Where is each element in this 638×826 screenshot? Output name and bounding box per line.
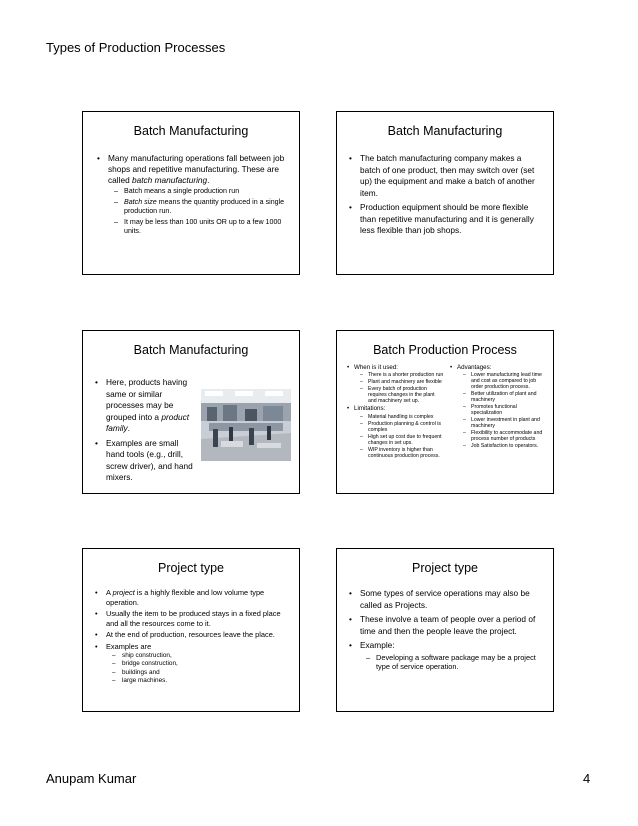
left-column xyxy=(347,364,444,460)
bullet: • Examples are – ship construction, – bridge construction, – buildings and – large machines. xyxy=(95,642,289,686)
slide-title: Batch Manufacturing xyxy=(133,124,249,138)
bullet: • Examples are small hand tools (e.g., drill, screw driver), and hand mixers. xyxy=(95,438,199,484)
bullet: • A project is a highly flexible and low volume type operation. xyxy=(95,588,289,607)
bullet: • Limitations: – Material handling is complex – Production planning & control is complex – High set up cost due to frequent changes in set ups. – WIP inventory is higher than continuous production process. xyxy=(347,405,444,458)
slide-title: Batch Production Process xyxy=(373,343,517,357)
sub-bullet: – buildings and xyxy=(112,669,289,677)
slide-batch-manufacturing-3 xyxy=(82,330,300,494)
slide-batch-manufacturing-1 xyxy=(82,111,300,275)
sub-bullet: – Lower investment in plant and machinery xyxy=(463,417,547,429)
bullet: • Here, products having same or similar processes may be grouped into a product family. xyxy=(95,377,199,435)
footer-author: Anupam Kumar xyxy=(46,771,137,786)
sub-bullet: – Lower manufacturing lead time and cost as compared to job order production process. xyxy=(463,372,547,390)
sub-bullet: – ship construction, xyxy=(112,652,289,660)
sub-bullet: – Material handling is complex xyxy=(360,414,444,420)
slide-batch-manufacturing-2 xyxy=(336,111,554,275)
sub-bullet: – Batch means a single production run xyxy=(114,187,287,196)
sub-bullet: – High set up cost due to frequent changes in set ups. xyxy=(360,434,444,446)
sub-bullet: – There is a shorter production run xyxy=(360,372,444,378)
bullet: • Example: – Developing a software package may be a project type of service operation. xyxy=(349,640,543,672)
sub-bullet: – Flexibility to accommodate and process number of products xyxy=(463,430,547,442)
sub-bullet: – Better utilization of plant and machinery xyxy=(463,391,547,403)
sub-bullet: – It may be less than 100 units OR up to a few 1000 units. xyxy=(114,218,287,236)
sub-bullet: – Production planning & control is complex xyxy=(360,421,444,433)
bullet: • Some types of service operations may also be called as Projects. xyxy=(349,588,543,611)
page-number: 4 xyxy=(583,771,591,786)
bullet: • At the end of production, resources leave the place. xyxy=(95,630,289,640)
slide-project-type-2 xyxy=(336,548,554,712)
slide-project-type-1 xyxy=(82,548,300,712)
sub-bullet: – large machines. xyxy=(112,677,289,685)
bullet: • Many manufacturing operations fall between job shops and repetitive manufacturing. These are called batch manufacturing. – Batch means a single production run – Batch size means the quantity produced in a single production run. – It may be less than 100 units OR up to a few 1000 units. xyxy=(97,153,287,236)
bullet: • When is it used: – There is a shorter production run – Plant and machinery are flexible – Every batch of production requires changes in the plant and machinery set up. xyxy=(347,364,444,404)
sub-bullet: – bridge construction, xyxy=(112,660,289,668)
sub-bullet: – Plant and machinery are flexible xyxy=(360,379,444,385)
page-header: Types of Production Processes xyxy=(46,40,226,55)
sub-bullet: – Developing a software package may be a project type of service operation. xyxy=(366,653,543,672)
bullet: • Advantages: – Lower manufacturing lead time and cost as compared to job order production process. – Better utilization of plant and machinery – Promotes functional specialization – Lower investment in plant and machinery – Flexibility to accommodate and process number of products – Job Satisfaction to operators. xyxy=(450,364,547,449)
slide-title: Batch Manufacturing xyxy=(133,343,249,357)
bullet: • Usually the item to be produced stays in a fixed place and all the resources come to it. xyxy=(95,609,289,628)
bullet: • The batch manufacturing company makes a batch of one product, then may switch over (set up) the equipment and make a batch of another item. xyxy=(349,153,541,199)
factory-photo xyxy=(201,389,291,461)
sub-bullet: – Batch size means the quantity produced in a single production run. xyxy=(114,198,287,216)
sub-bullet: – Job Satisfaction to operators. xyxy=(463,443,547,449)
slide-title: Batch Manufacturing xyxy=(387,124,503,138)
sub-bullet: – WIP inventory is higher than continuous production process. xyxy=(360,447,444,459)
bullet: • These involve a team of people over a period of time and then the people leave the project. xyxy=(349,614,543,637)
slide-title: Project type xyxy=(157,561,224,575)
sub-bullet: – Promotes functional specialization xyxy=(463,404,547,416)
right-column xyxy=(450,364,547,460)
slide-title: Project type xyxy=(411,561,478,575)
slide-batch-production-process xyxy=(336,330,554,494)
sub-bullet: – Every batch of production requires changes in the plant and machinery set up. xyxy=(360,386,444,404)
bullet: • Production equipment should be more flexible than repetitive manufacturing and it is generally less flexible than job shops. xyxy=(349,202,541,237)
